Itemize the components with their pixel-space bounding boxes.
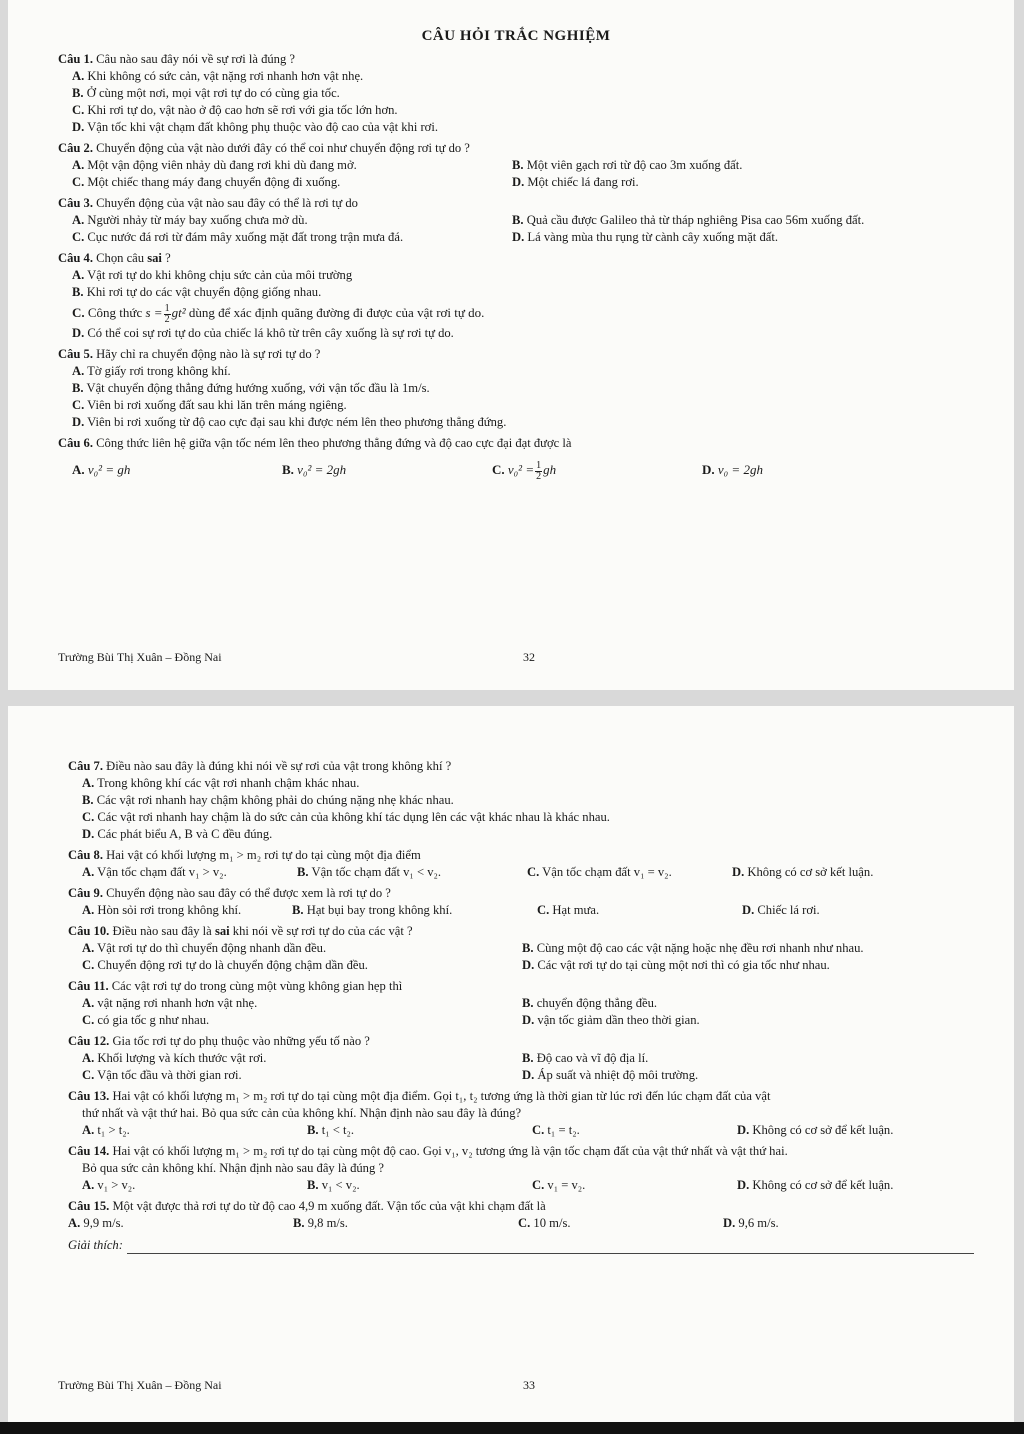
q2-option-b: B. Một viên gạch rơi từ độ cao 3m xuống đất. xyxy=(512,158,743,172)
question-14: Câu 14. Hai vật có khối lượng m₁ > m₂ rơi tự do tại cùng một độ cao. Gọi v₁, v₂ tương ứng là vận tốc chạm đất của vật thứ nhất và vật thứ hai. xyxy=(68,1144,788,1158)
q2-option-a: A. Một vận động viên nhảy dù đang rơi khi dù đang mở. xyxy=(72,158,357,172)
question-5: Câu 5. Hãy chỉ ra chuyển động nào là sự rơi tự do ? xyxy=(58,347,321,361)
q5-option-d: D. Viên bi rơi xuống từ độ cao cực đại sau khi được ném lên theo phương thẳng đứng. xyxy=(72,415,507,429)
question-14-continued: Bỏ qua sức cản không khí. Nhận định nào sau đây là đúng ? xyxy=(82,1161,385,1175)
q5-option-c: C. Viên bi rơi xuống đất sau khi lăn trên máng ngiêng. xyxy=(72,398,347,412)
question-10: Câu 10. Điều nào sau đây là sai khi nói về sự rơi tự do của các vật ? xyxy=(68,924,413,938)
fraction-one-half: $\frac{1}{2}$ xyxy=(536,459,542,482)
q7-option-d: D. Các phát biểu A, B và C đều đúng. xyxy=(82,827,273,841)
q9-option-c: C. Hạt mưa. xyxy=(537,903,600,917)
document-title: CÂU HỎI TRẮC NGHIỆM xyxy=(421,28,611,44)
explanation-field xyxy=(68,1236,974,1254)
q11-option-b: B. chuyển động thẳng đều. xyxy=(522,996,658,1010)
q1-option-a: A. Khi không có sức cản, vật nặng rơi nhanh hơn vật nhẹ. xyxy=(72,69,364,83)
q13-option-a: A. t₁ > t₂. xyxy=(82,1123,130,1137)
q15-option-a: A. 9,9 m/s. xyxy=(68,1216,124,1230)
question-12: Câu 12. Gia tốc rơi tự do phụ thuộc vào những yếu tố nào ? xyxy=(68,1034,370,1048)
q1-option-b: B. Ở cùng một nơi, mọi vật rơi tự do có cùng gia tốc. xyxy=(72,86,340,100)
q11-option-c: C. có gia tốc g như nhau. xyxy=(82,1013,210,1027)
question-13-continued: thứ nhất và vật thứ hai. Bỏ qua sức cản của không khí. Nhận định nào sau đây là đúng? xyxy=(82,1106,522,1120)
q14-option-c: C. v₁ = v₂. xyxy=(532,1178,586,1192)
question-15: Câu 15. Một vật được thả rơi tự do từ độ cao 4,9 m xuống đất. Vận tốc của vật khi chạm đất là xyxy=(68,1199,546,1213)
q6-option-d: D. v₀ = 2gh xyxy=(702,462,763,477)
q9-option-a: A. Hòn sỏi rơi trong không khí. xyxy=(82,903,242,917)
q8-option-a: A. Vận tốc chạm đất v₁ > v₂. xyxy=(82,865,227,879)
page-number: 33 xyxy=(523,1378,535,1392)
question-4: Câu 4. Chọn câu sai ? xyxy=(58,251,171,265)
q6-option-a: A. v₀² = gh xyxy=(72,462,131,477)
question-11: Câu 11. Các vật rơi tự do trong cùng một vùng không gian hẹp thì xyxy=(68,979,403,993)
q6-option-c: C. v₀² = $\frac{1}{2}$ gh xyxy=(492,459,557,482)
question-9: Câu 9. Chuyển động nào sau đây có thể được xem là rơi tự do ? xyxy=(68,886,391,900)
q15-option-d: D. 9,6 m/s. xyxy=(723,1216,779,1230)
page-33 xyxy=(8,706,1014,1422)
q1-option-d: D. Vận tốc khi vật chạm đất không phụ thuộc vào độ cao của vật khi rơi. xyxy=(72,120,438,134)
q4-option-b: B. Khi rơi tự do các vật chuyển động giống nhau. xyxy=(72,285,322,299)
q3-option-d: D. Lá vàng mùa thu rụng từ cành cây xuống mặt đất. xyxy=(512,230,778,244)
q8-option-c: C. Vận tốc chạm đất v₁ = v₂. xyxy=(527,865,672,879)
q3-option-c: C. Cục nước đá rơi từ đám mây xuống mặt đất trong trận mưa đá. xyxy=(72,230,404,244)
q4-option-c: C. Công thức s = $\frac{1}{2}$ gt² dùng để xác định quãng đường đi được của vật rơi tự do. xyxy=(72,302,485,325)
question-13: Câu 13. Hai vật có khối lượng m₁ > m₂ rơi tự do tại cùng một địa điểm. Gọi t₁, t₂ tương ứng là thời gian từ lúc rơi đến lúc chạm đất của vật xyxy=(68,1089,771,1103)
q12-option-d: D. Áp suất và nhiệt độ môi trường. xyxy=(522,1068,699,1082)
q2-option-c: C. Một chiếc thang máy đang chuyển động đi xuống. xyxy=(72,175,341,189)
q15-option-c: C. 10 m/s. xyxy=(518,1216,571,1230)
question-2: Câu 2. Chuyển động của vật nào dưới đây có thể coi như chuyển động rơi tự do ? xyxy=(58,141,470,155)
q3-option-a: A. Người nhảy từ máy bay xuống chưa mở dù. xyxy=(72,213,308,227)
q8-option-d: D. Không có cơ sở kết luận. xyxy=(732,865,874,879)
q14-option-d: D. Không có cơ sở để kết luận. xyxy=(737,1178,894,1192)
q10-option-d: D. Các vật rơi tự do tại cùng một nơi thì có gia tốc như nhau. xyxy=(522,958,830,972)
q12-option-c: C. Vận tốc đầu và thời gian rơi. xyxy=(82,1068,242,1082)
q5-option-b: B. Vật chuyển động thẳng đứng hướng xuống, với vận tốc đầu là 1m/s. xyxy=(72,381,430,395)
q11-option-d: D. vận tốc giảm dần theo thời gian. xyxy=(522,1013,700,1027)
q9-option-d: D. Chiếc lá rơi. xyxy=(742,903,820,917)
q8-option-b: B. Vận tốc chạm đất v₁ < v₂. xyxy=(297,865,442,879)
question-8: Câu 8. Hai vật có khối lượng m₁ > m₂ rơi tự do tại cùng một địa điểm xyxy=(68,848,421,862)
q13-option-d: D. Không có cơ sở để kết luận. xyxy=(737,1123,894,1137)
q10-option-c: C. Chuyển động rơi tự do là chuyển động chậm dần đều. xyxy=(82,958,368,972)
q7-option-a: A. Trong không khí các vật rơi nhanh chậm khác nhau. xyxy=(82,776,360,790)
question-3: Câu 3. Chuyển động của vật nào sau đây có thể là rơi tự do xyxy=(58,196,358,210)
q15-option-b: B. 9,8 m/s. xyxy=(293,1216,348,1230)
q7-option-b: B. Các vật rơi nhanh hay chậm không phải do chúng nặng nhẹ khác nhau. xyxy=(82,793,454,807)
q4-option-a: A. Vật rơi tự do khi không chịu sức cản của môi trường xyxy=(72,268,353,282)
q6-option-b: B. v₀² = 2gh xyxy=(282,462,347,477)
q1-option-c: C. Khi rơi tự do, vật nào ở độ cao hơn sẽ rơi với gia tốc lớn hơn. xyxy=(72,103,398,117)
q4-option-d: D. Có thể coi sự rơi tự do của chiếc lá khô từ trên cây xuống là sự rơi tự do. xyxy=(72,326,454,340)
page-number: 32 xyxy=(523,650,535,664)
explanation-blank-line xyxy=(127,1241,974,1254)
page-32 xyxy=(8,0,1014,690)
fraction-one-half: $\frac{1}{2}$ xyxy=(164,302,170,325)
footer-school: Trường Bùi Thị Xuân – Đồng Nai xyxy=(58,650,222,664)
q10-option-a: A. Vật rơi tự do thì chuyển động nhanh dần đều. xyxy=(82,941,327,955)
q2-option-d: D. Một chiếc lá đang rơi. xyxy=(512,175,639,189)
question-1: Câu 1. Câu nào sau đây nói về sự rơi là đúng ? xyxy=(58,52,296,66)
q11-option-a: A. vật nặng rơi nhanh hơn vật nhẹ. xyxy=(82,996,258,1010)
q12-option-b: B. Độ cao và vĩ độ địa lí. xyxy=(522,1051,649,1065)
bottom-bar xyxy=(0,1422,1024,1434)
q10-option-b: B. Cùng một độ cao các vật nặng hoặc nhẹ đều rơi nhanh như nhau. xyxy=(522,941,864,955)
footer-school: Trường Bùi Thị Xuân – Đồng Nai xyxy=(58,1378,222,1392)
q14-option-b: B. v₁ < v₂. xyxy=(307,1178,360,1192)
q14-option-a: A. v₁ > v₂. xyxy=(82,1178,136,1192)
q13-option-b: B. t₁ < t₂. xyxy=(307,1123,355,1137)
q12-option-a: A. Khối lượng và kích thước vật rơi. xyxy=(82,1051,267,1065)
explanation-label: Giải thích: xyxy=(68,1238,123,1252)
question-6: Câu 6. Công thức liên hệ giữa vận tốc ném lên theo phương thẳng đứng và độ cao cực đại đạt được là xyxy=(58,436,572,450)
q13-option-c: C. t₁ = t₂. xyxy=(532,1123,580,1137)
q7-option-c: C. Các vật rơi nhanh hay chậm là do sức cản của không khí tác dụng lên các vật khác nhau là khác nhau. xyxy=(82,810,610,824)
question-7: Câu 7. Điều nào sau đây là đúng khi nói về sự rơi của vật trong không khí ? xyxy=(68,759,452,773)
q9-option-b: B. Hạt bụi bay trong không khí. xyxy=(292,903,453,917)
q5-option-a: A. Tờ giấy rơi trong không khí. xyxy=(72,364,231,378)
q3-option-b: B. Quả cầu được Galileo thả từ tháp nghiêng Pisa cao 56m xuống đất. xyxy=(512,213,865,227)
